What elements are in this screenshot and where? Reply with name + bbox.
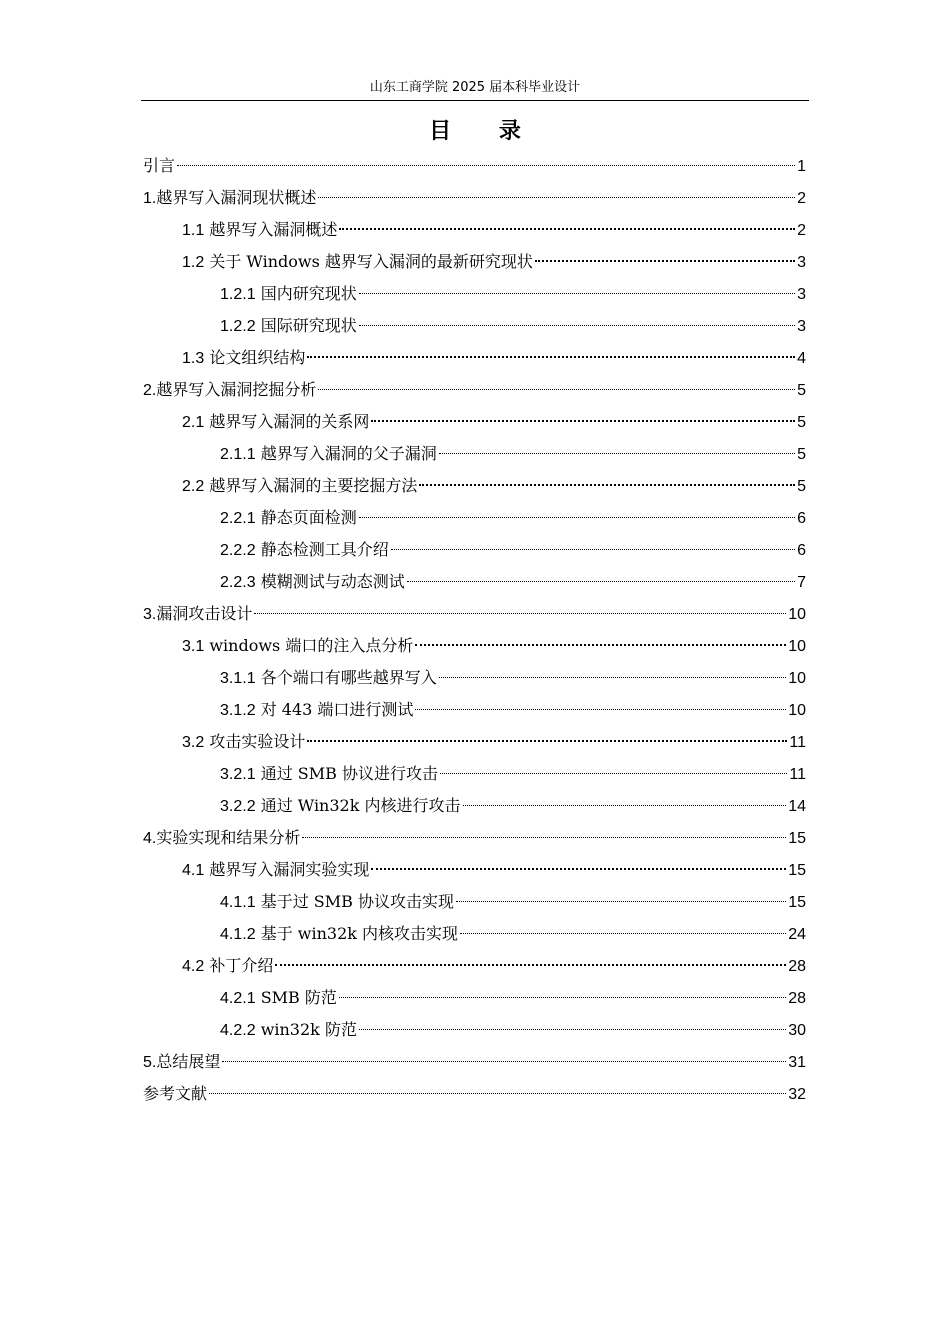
- toc-entry-number: 4.2.2: [220, 1022, 256, 1039]
- toc-entry-label: 参考文献: [143, 1084, 208, 1103]
- toc-entry-label: 国际研究现状: [260, 316, 357, 335]
- toc-entry-page: 5: [797, 446, 806, 463]
- toc-entry[interactable]: [143, 822, 806, 854]
- toc-entry-page: 10: [788, 702, 806, 719]
- toc-entry-number: 1.: [143, 190, 157, 207]
- toc-entry-page: 11: [789, 766, 806, 783]
- toc-entry-page: 10: [788, 606, 806, 623]
- toc-entry[interactable]: [143, 534, 806, 566]
- toc-entry-label: 越界写入漏洞概述: [209, 220, 338, 239]
- toc-entry-page: 2: [797, 222, 806, 239]
- toc-entry-page: 31: [788, 1054, 806, 1071]
- toc-entry-number: 2.2: [182, 478, 205, 495]
- toc-entry-number: 1.2.2: [220, 318, 256, 335]
- toc-dot-leader: [222, 1061, 786, 1062]
- toc-dot-leader: [177, 165, 795, 166]
- toc-entry[interactable]: [143, 694, 806, 726]
- toc-entry-page: 14: [788, 798, 806, 815]
- toc-entry-title: [182, 406, 369, 439]
- toc-entry-number: 4.2: [182, 958, 205, 975]
- toc-dot-leader: [254, 613, 786, 614]
- toc-entry-number: 4.2.1: [220, 990, 256, 1007]
- toc-dot-leader: [407, 581, 795, 582]
- toc-entry-page: 3: [797, 286, 806, 303]
- toc-entry-title: [220, 438, 437, 471]
- toc-entry-page: 15: [788, 894, 806, 911]
- toc-dot-leader: [359, 325, 795, 326]
- toc-entry-title: [220, 790, 461, 823]
- toc-dot-leader: [371, 868, 786, 870]
- toc-dot-leader: [419, 484, 795, 486]
- toc-entry-number: 4.1.2: [220, 926, 256, 943]
- toc-entry-label: SMB 防范: [260, 988, 337, 1007]
- toc-entry-page: 30: [788, 1022, 806, 1039]
- toc-entry-page: 5: [797, 414, 806, 431]
- toc-entry-number: 2.2.2: [220, 542, 256, 559]
- toc-entry-page: 28: [788, 958, 806, 975]
- toc-entry-label: 攻击实验设计: [209, 732, 306, 751]
- toc-entry[interactable]: [143, 598, 806, 630]
- toc-dot-leader: [415, 644, 786, 646]
- toc-entry-title: [143, 374, 316, 407]
- toc-entry-page: 32: [788, 1086, 806, 1103]
- toc-entry-page: 28: [788, 990, 806, 1007]
- toc-entry[interactable]: [143, 438, 806, 470]
- toc-entry-page: 24: [788, 926, 806, 943]
- toc-entry-number: 4.1: [182, 862, 205, 879]
- toc-entry-title: [143, 1078, 207, 1110]
- toc-entry-page: 6: [797, 542, 806, 559]
- toc-entry-title: [220, 310, 357, 343]
- toc-entry-label: 通过 SMB 协议进行攻击: [260, 764, 438, 783]
- toc-entry-title: [220, 982, 337, 1015]
- toc-entry-number: 4.: [143, 830, 157, 847]
- toc-entry-label: 越界写入漏洞实验实现: [209, 860, 370, 879]
- toc-entry-number: 2.1.1: [220, 446, 256, 463]
- toc-entry-title: [220, 758, 438, 791]
- toc-entry[interactable]: [143, 278, 806, 310]
- toc-entry[interactable]: [143, 662, 806, 694]
- page-header: 山东工商学院 2025 届本科毕业设计: [141, 76, 809, 101]
- toc-entry[interactable]: [143, 150, 806, 182]
- toc-entry-label: 论文组织结构: [209, 348, 306, 367]
- toc-entry-label: 通过 Win32k 内核进行攻击: [260, 796, 461, 815]
- toc-dot-leader: [359, 293, 795, 294]
- toc-entry-page: 15: [788, 830, 806, 847]
- toc-entry-label: 越界写入漏洞的父子漏洞: [260, 444, 437, 463]
- toc-dot-leader: [339, 228, 795, 230]
- toc-dot-leader: [302, 837, 786, 838]
- toc-entry-page: 5: [797, 382, 806, 399]
- toc-dot-leader: [209, 1093, 786, 1094]
- table-of-contents: [143, 150, 806, 1110]
- toc-entry-title: [182, 342, 305, 375]
- toc-entry-page: 3: [797, 318, 806, 335]
- toc-entry-title: [182, 726, 305, 759]
- toc-entry-number: 2.1: [182, 414, 205, 431]
- toc-entry[interactable]: [143, 982, 806, 1014]
- toc-entry-title: [182, 630, 413, 663]
- toc-entry[interactable]: [143, 566, 806, 598]
- toc-entry-page: 15: [788, 862, 806, 879]
- toc-entry[interactable]: [143, 950, 806, 982]
- toc-entry-number: 2.: [143, 382, 157, 399]
- toc-entry-label: 静态页面检测: [260, 508, 357, 527]
- toc-entry-number: 3.1.2: [220, 702, 256, 719]
- toc-entry-number: 2.2.1: [220, 510, 256, 527]
- toc-entry[interactable]: [143, 790, 806, 822]
- toc-entry[interactable]: [143, 214, 806, 246]
- toc-entry-label: 各个端口有哪些越界写入: [260, 668, 437, 687]
- toc-dot-leader: [440, 773, 787, 774]
- toc-dot-leader: [415, 709, 786, 710]
- toc-entry[interactable]: [143, 1014, 806, 1046]
- toc-dot-leader: [439, 677, 787, 678]
- toc-entry-label: 越界写入漏洞现状概述: [156, 188, 317, 207]
- toc-entry-label: windows 端口的注入点分析: [209, 636, 414, 655]
- toc-entry-label: 引言: [143, 156, 176, 175]
- toc-entry-title: [143, 182, 316, 215]
- toc-entry[interactable]: [143, 374, 806, 406]
- toc-entry-title: [220, 534, 389, 567]
- toc-entry-title: [143, 150, 175, 182]
- toc-entry-label: 越界写入漏洞的主要挖掘方法: [209, 476, 418, 495]
- toc-entry-label: 基于 win32k 内核攻击实现: [260, 924, 459, 943]
- toc-dot-leader: [535, 260, 795, 262]
- toc-entry[interactable]: [143, 342, 806, 374]
- toc-entry-page: 3: [797, 254, 806, 271]
- toc-entry-number: 3.2: [182, 734, 205, 751]
- toc-entry-page: 4: [797, 350, 806, 367]
- toc-dot-leader: [307, 356, 795, 358]
- toc-entry-label: 模糊测试与动态测试: [260, 572, 405, 591]
- toc-entry-number: 1.1: [182, 222, 205, 239]
- toc-entry-page: 11: [789, 734, 806, 751]
- toc-entry-number: 3.2.1: [220, 766, 256, 783]
- toc-entry[interactable]: [143, 726, 806, 758]
- toc-entry[interactable]: [143, 310, 806, 342]
- toc-entry-title: [220, 918, 458, 951]
- toc-entry-title: [220, 278, 357, 311]
- toc-entry-page: 7: [797, 574, 806, 591]
- toc-entry-number: 2.2.3: [220, 574, 256, 591]
- toc-entry[interactable]: [143, 854, 806, 886]
- toc-entry[interactable]: [143, 1046, 806, 1078]
- toc-entry-label: 静态检测工具介绍: [260, 540, 389, 559]
- toc-dot-leader: [275, 964, 786, 966]
- toc-dot-leader: [307, 740, 787, 742]
- toc-entry-number: 3.2.2: [220, 798, 256, 815]
- toc-dot-leader: [391, 549, 795, 550]
- toc-entry[interactable]: [143, 1078, 806, 1110]
- toc-entry-label: 国内研究现状: [260, 284, 357, 303]
- toc-entry-title: [182, 214, 337, 247]
- toc-entry-title: [143, 822, 300, 855]
- toc-entry-title: [182, 950, 273, 983]
- toc-entry-label: 漏洞攻击设计: [156, 604, 253, 623]
- toc-entry-page: 2: [797, 190, 806, 207]
- toc-entry-page: 1: [797, 158, 806, 175]
- toc-entry-number: 1.2: [182, 254, 205, 271]
- toc-entry-title: [182, 470, 417, 503]
- toc-entry-label: 基于过 SMB 协议攻击实现: [260, 892, 454, 911]
- toc-entry-label: 关于 Windows 越界写入漏洞的最新研究现状: [209, 252, 533, 271]
- toc-entry-label: 实验实现和结果分析: [156, 828, 301, 847]
- toc-dot-leader: [359, 1029, 786, 1030]
- toc-entry[interactable]: [143, 470, 806, 502]
- toc-dot-leader: [456, 901, 786, 902]
- toc-dot-leader: [439, 453, 795, 454]
- toc-dot-leader: [318, 389, 795, 390]
- toc-entry-title: [220, 662, 437, 695]
- toc-entry-title: [143, 598, 252, 631]
- toc-entry-label: 总结展望: [156, 1052, 221, 1071]
- toc-dot-leader: [359, 517, 795, 518]
- toc-entry[interactable]: [143, 886, 806, 918]
- toc-entry-title: [220, 502, 357, 535]
- toc-entry-number: 5.: [143, 1054, 157, 1071]
- toc-entry-number: 3.1: [182, 638, 205, 655]
- toc-entry-number: 1.3: [182, 350, 205, 367]
- toc-entry-title: [220, 1014, 357, 1047]
- toc-dot-leader: [318, 197, 795, 198]
- toc-entry[interactable]: [143, 758, 806, 790]
- toc-title: 目 录: [429, 119, 541, 144]
- toc-entry-label: 越界写入漏洞的关系网: [209, 412, 370, 431]
- toc-entry-number: 1.2.1: [220, 286, 256, 303]
- toc-entry-page: 6: [797, 510, 806, 527]
- toc-entry-page: 10: [788, 670, 806, 687]
- toc-entry-page: 5: [797, 478, 806, 495]
- toc-entry-label: 补丁介绍: [209, 956, 274, 975]
- toc-entry-title: [182, 854, 369, 887]
- toc-entry-label: 越界写入漏洞挖掘分析: [156, 380, 317, 399]
- toc-dot-leader: [463, 805, 787, 806]
- toc-entry-page: 10: [788, 638, 806, 655]
- toc-entry[interactable]: [143, 918, 806, 950]
- toc-dot-leader: [339, 997, 786, 998]
- toc-entry-number: 3.: [143, 606, 157, 623]
- toc-entry-label: 对 443 端口进行测试: [260, 700, 414, 719]
- toc-entry-title: [220, 566, 405, 599]
- toc-entry[interactable]: [143, 502, 806, 534]
- toc-entry-title: [220, 694, 413, 727]
- toc-entry-number: 3.1.1: [220, 670, 256, 687]
- toc-dot-leader: [371, 420, 795, 422]
- toc-entry-number: 4.1.1: [220, 894, 256, 911]
- toc-entry-title: [143, 1046, 220, 1079]
- toc-entry[interactable]: [143, 182, 806, 214]
- toc-entry-title: [182, 246, 533, 279]
- toc-entry[interactable]: [143, 246, 806, 278]
- toc-entry-label: win32k 防范: [260, 1020, 357, 1039]
- toc-entry[interactable]: [143, 630, 806, 662]
- toc-entry-title: [220, 886, 454, 919]
- toc-dot-leader: [460, 933, 786, 934]
- toc-entry[interactable]: [143, 406, 806, 438]
